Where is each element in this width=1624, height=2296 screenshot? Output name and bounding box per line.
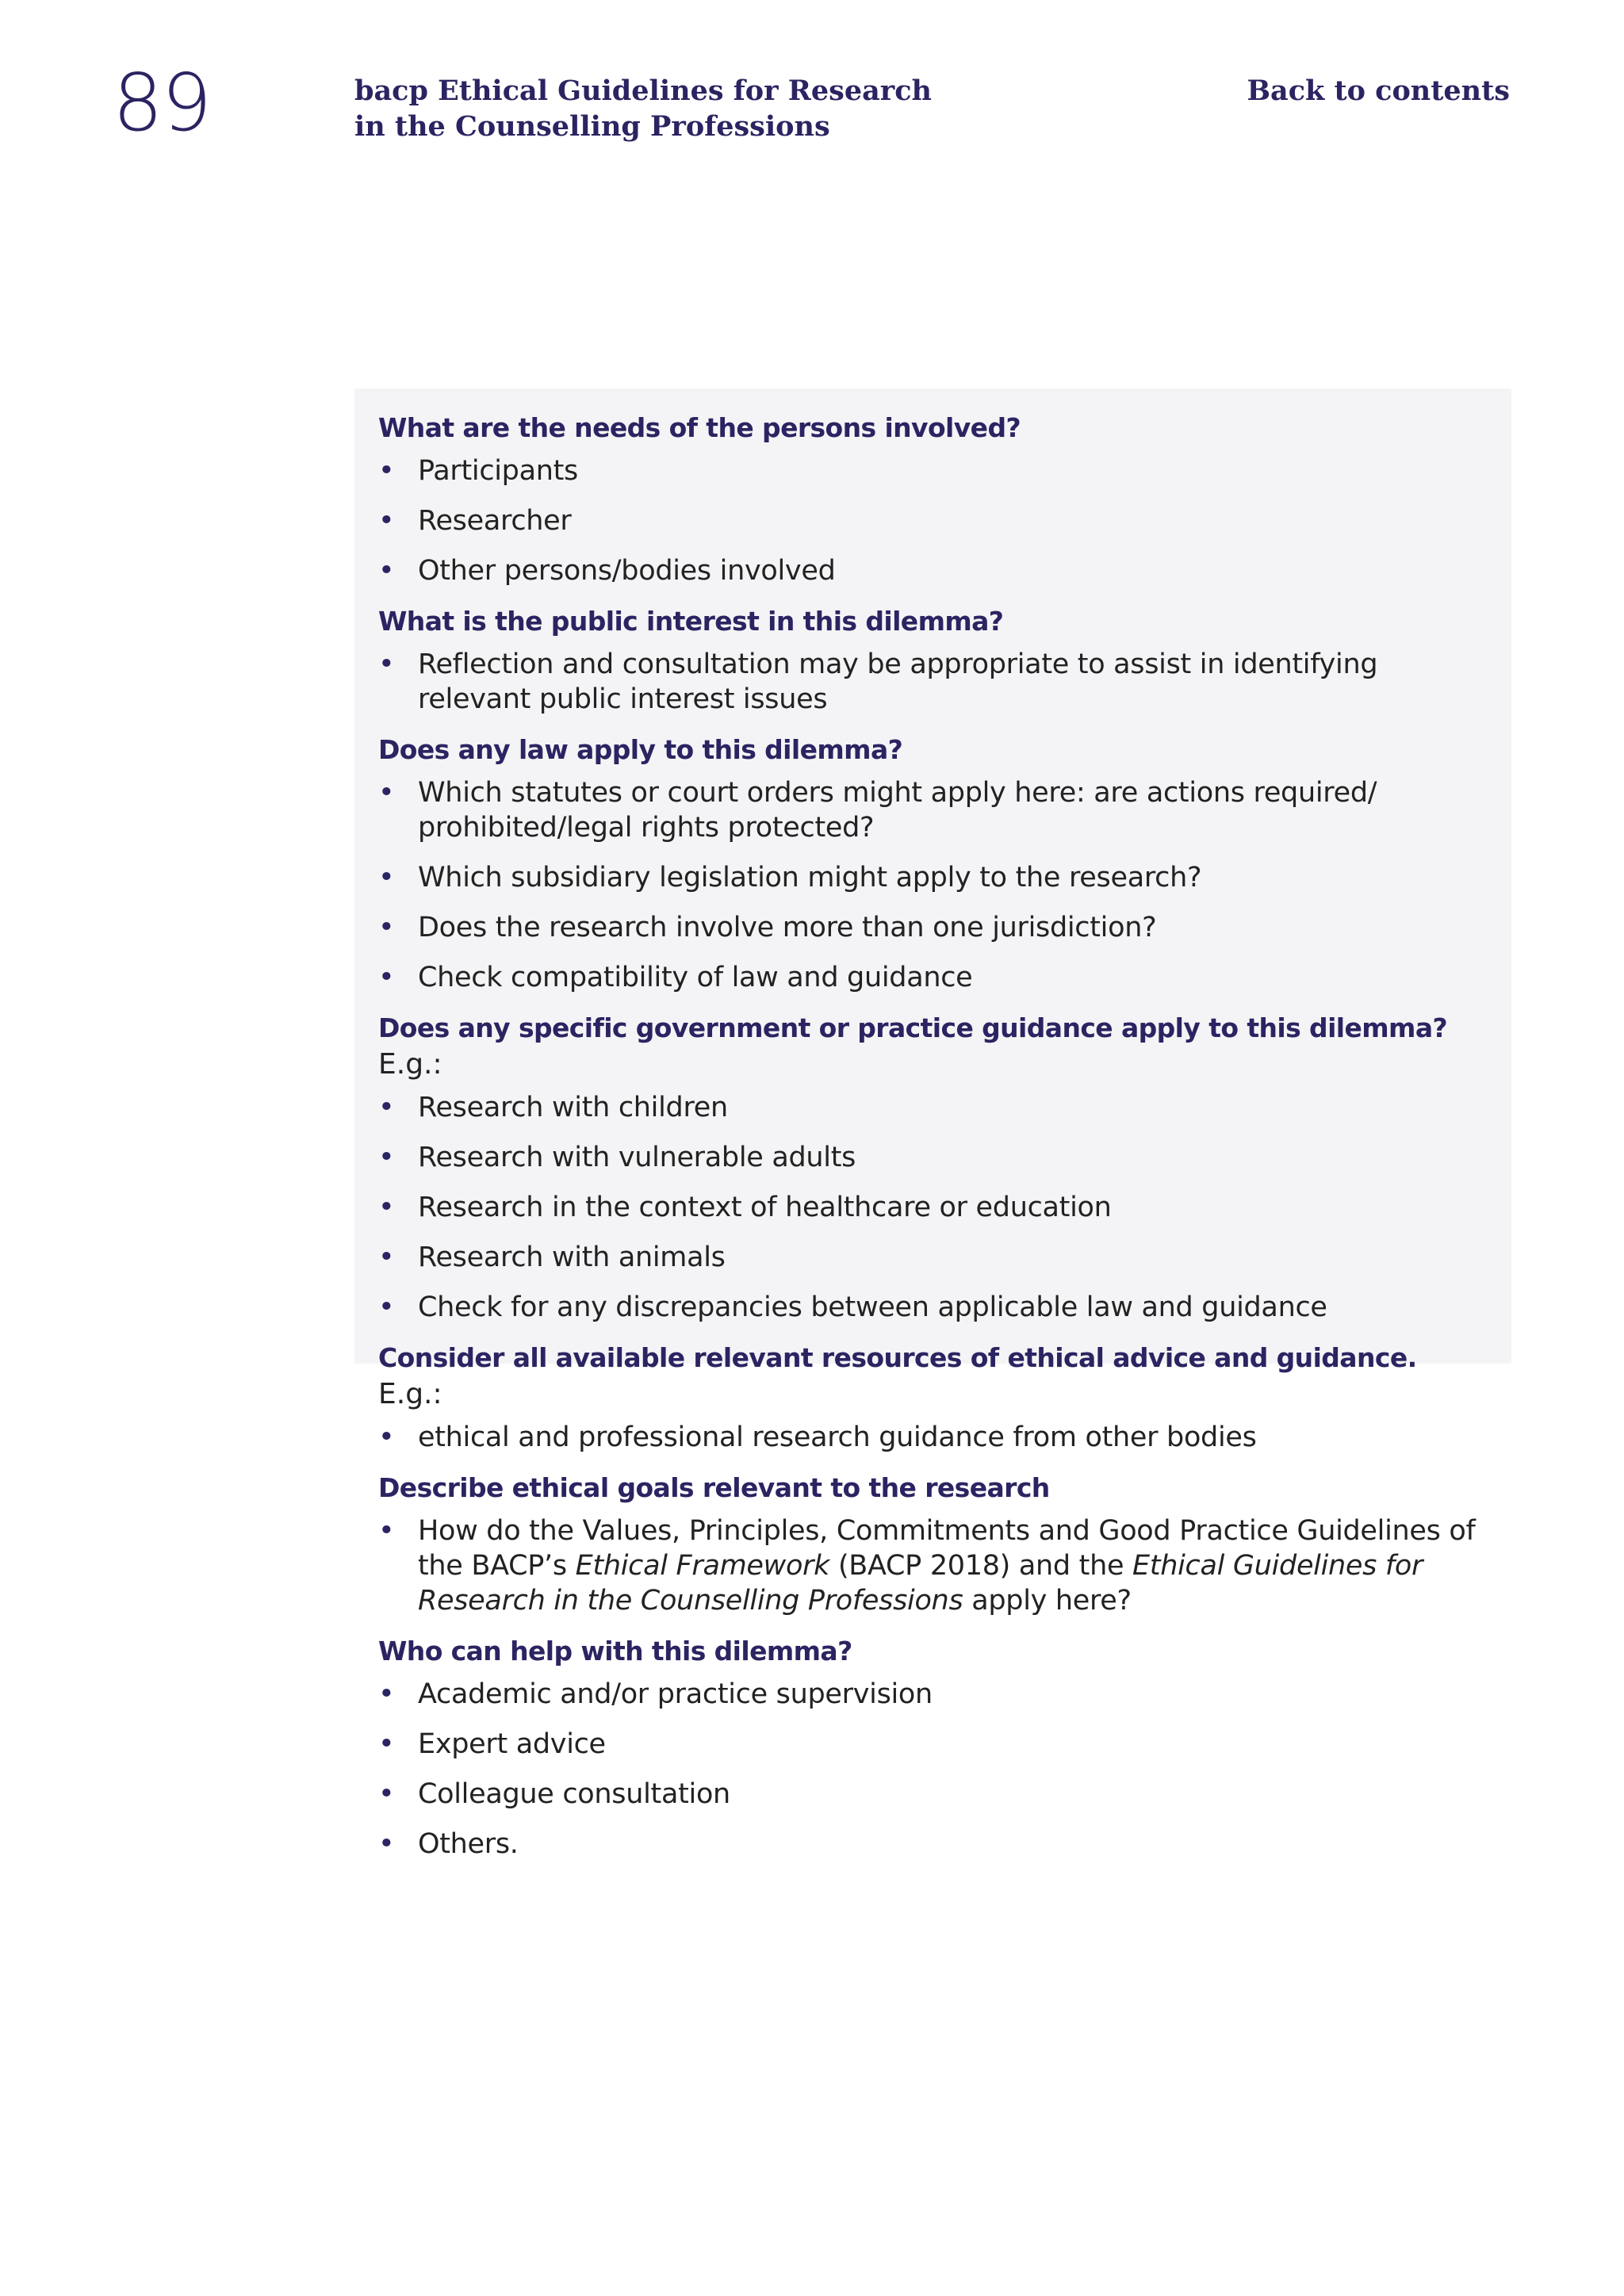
ethical-dilemma-panel	[354, 388, 1511, 1860]
section-heading: Does any specific government or practice guidance apply to this dilemma?	[378, 1012, 1448, 1043]
list-item	[378, 1513, 1488, 1618]
list-item: • Others.	[378, 1827, 1488, 1862]
page-number: 89	[113, 56, 211, 149]
ethical-framework-title: Ethical Framework	[575, 1550, 830, 1582]
bullet-list	[378, 1677, 1488, 1862]
section-guidance	[378, 1011, 1488, 1325]
list-item: • Research with children	[378, 1090, 1488, 1125]
list-item: • Check compatibility of law and guidance	[378, 960, 1488, 995]
list-item: • ethical and professional research guidance from other bodies	[378, 1420, 1488, 1455]
document-title-line-2: in the Counselling Professions	[354, 110, 830, 143]
section-heading: Describe ethical goals relevant to the research	[378, 1472, 1050, 1503]
section-law	[378, 733, 1488, 995]
goal-text: How do the Values, Principles, Commitments and Good Practice Guidelines of the BACP’s	[418, 1515, 1476, 1582]
bullet-list	[378, 1090, 1488, 1325]
section-resources	[378, 1341, 1488, 1455]
back-to-contents-link[interactable]: Back to contents	[1247, 75, 1510, 107]
section-heading: Consider all available relevant resources of ethical advice and guidance.	[378, 1342, 1417, 1373]
section-ethical-goals	[378, 1471, 1488, 1618]
list-item: • Colleague consultation	[378, 1777, 1488, 1812]
section-heading: What is the public interest in this dilemma?	[378, 606, 1004, 637]
list-item: • Expert advice	[378, 1727, 1488, 1762]
list-item: • Research with vulnerable adults	[378, 1140, 1488, 1175]
list-item: • Which subsidiary legislation might apply to the research?	[378, 860, 1488, 895]
list-item: • Participants	[378, 453, 1488, 488]
section-needs	[378, 411, 1488, 588]
bullet-list	[378, 1513, 1488, 1618]
document-title	[354, 73, 932, 144]
section-heading: What are the needs of the persons involved?	[378, 412, 1021, 443]
bullet-list	[378, 775, 1488, 995]
list-item: • Academic and/or practice supervision	[378, 1677, 1488, 1712]
section-heading: Does any law apply to this dilemma?	[378, 734, 903, 765]
goal-text: (BACP 2018) and the	[829, 1550, 1133, 1582]
list-item: • Research in the context of healthcare or education	[378, 1190, 1488, 1225]
goal-text: apply here?	[963, 1585, 1132, 1617]
document-title-line-1: bacp Ethical Guidelines for Research	[354, 75, 932, 107]
list-item: • Other persons/bodies involved	[378, 553, 1488, 588]
list-item: • Check for any discrepancies between applicable law and guidance	[378, 1290, 1488, 1325]
list-item: • Which statutes or court orders might apply here: are actions required/ prohibited/legal rights protected?	[378, 775, 1488, 845]
list-item: • Does the research involve more than one jurisdiction?	[378, 910, 1488, 945]
ethical-guidelines-title: Ethical Guidelines for Research in the Counselling Professions	[418, 1550, 1423, 1617]
eg-label: E.g.:	[378, 1378, 442, 1410]
list-item: • Researcher	[378, 503, 1488, 538]
section-who-can-help	[378, 1634, 1488, 1862]
section-public-interest	[378, 604, 1488, 717]
bullet-list	[378, 647, 1488, 717]
bullet-list	[378, 453, 1488, 588]
list-item: • Research with animals	[378, 1240, 1488, 1275]
bullet-list	[378, 1420, 1488, 1455]
section-heading: Who can help with this dilemma?	[378, 1636, 852, 1667]
list-item: • Reflection and consultation may be appropriate to assist in identifying relevant public interest issues	[378, 647, 1488, 717]
eg-label: E.g.:	[378, 1048, 442, 1081]
